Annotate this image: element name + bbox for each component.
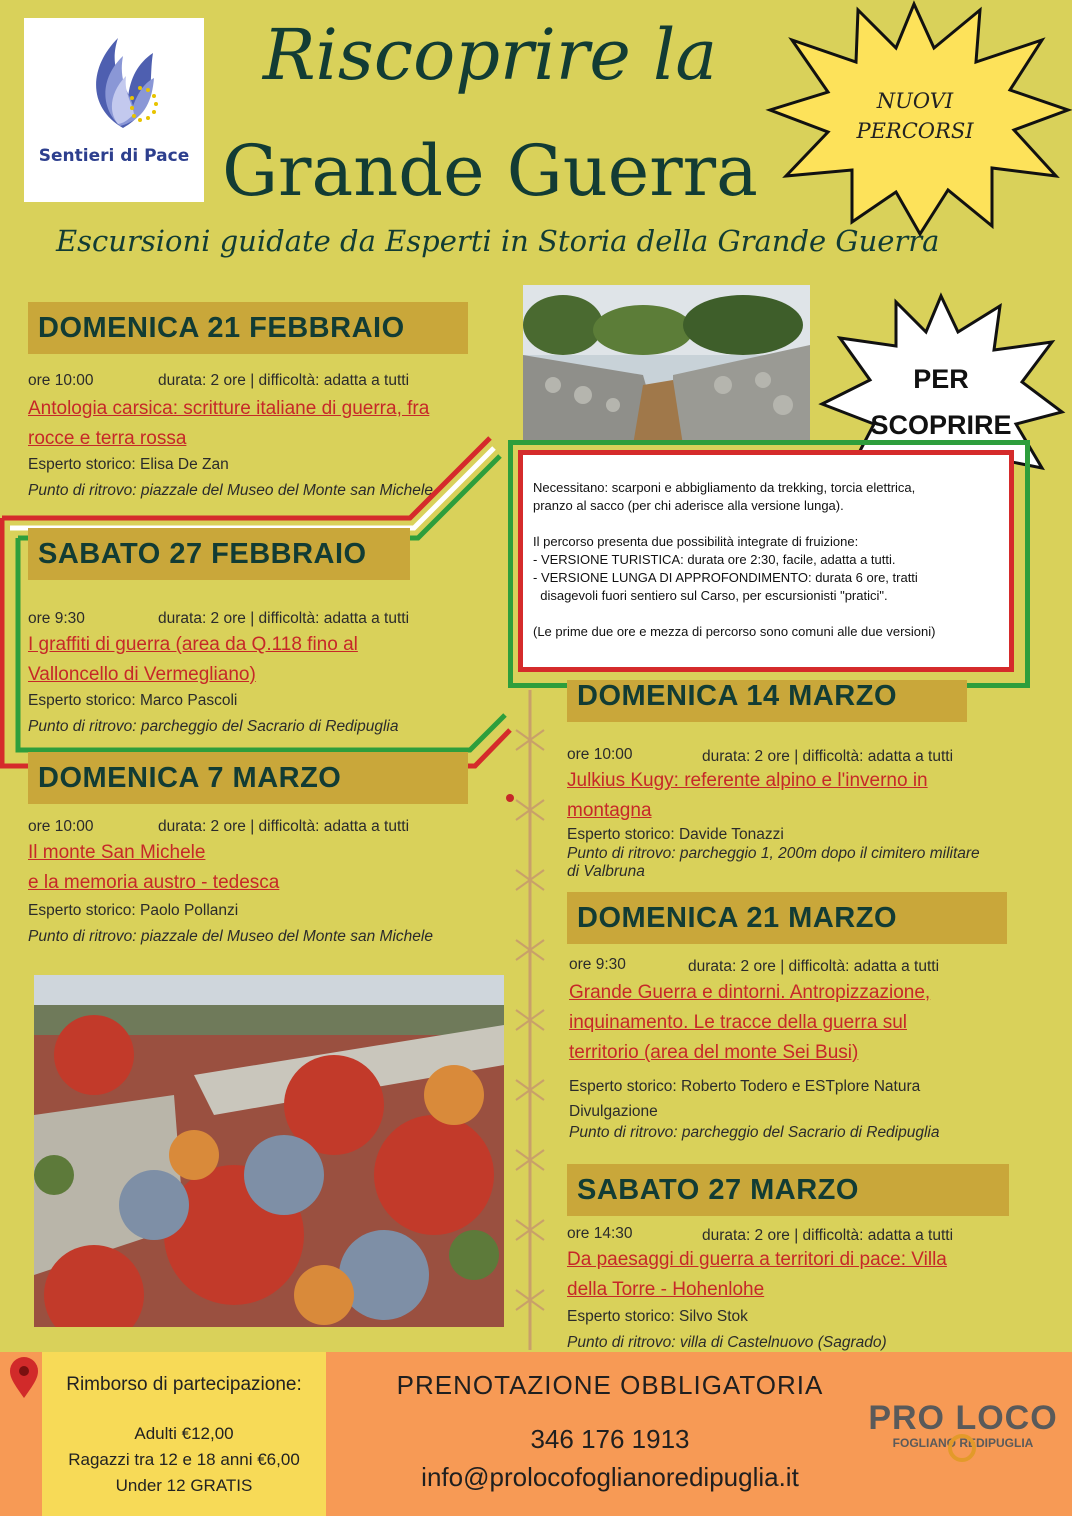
event-3-expert: Esperto storico: Paolo Pollanzi (28, 902, 239, 919)
event-6-date: SABATO 27 MARZO (567, 1164, 1009, 1216)
event-3-time: ore 10:00 (28, 818, 94, 835)
event-4-details: durata: 2 ore | difficoltà: adatta a tutti (702, 748, 954, 765)
event-4-expert: Esperto storico: Davide Tonazzi (567, 826, 784, 843)
event-3-meeting: Punto di ritrovo: piazzale del Museo del Monte san Michele (28, 928, 433, 945)
booking-email[interactable]: info@prolocofoglianoredipuglia.it (421, 1462, 799, 1492)
event-2-time: ore 9:30 (28, 610, 85, 627)
event-5-time: ore 9:30 (569, 956, 626, 973)
event-6-meeting: Punto di ritrovo: villa di Castelnuovo (Sagrado) (567, 1334, 887, 1351)
proloco-logo (868, 1400, 1058, 1450)
page-title-line1: Riscoprire la (262, 14, 718, 96)
autumn-karst-photo (34, 975, 504, 1327)
event-4-time: ore 10:00 (567, 746, 633, 763)
event-2-title[interactable]: I graffiti di guerra (area da Q.118 fino al Valloncello di Vermegliano) (28, 634, 358, 685)
proloco-globe-icon (942, 1418, 982, 1470)
page-subtitle: Escursioni guidate da Esperti in Storia della Grande Guerra (56, 224, 940, 258)
equipment-note: Necessitano: scarponi e abbigliamento da trekking, torcia elettrica, pranzo al sacco (per chi aderisce alla versione lunga). Il percorso presenta due possibilità integrate di fruizione: - VERSIONE TURISTICA: durata ore 2:30, facile, adatta a tutti. - VERSIONE LUNGA DI APPROFONDIMENTO: durata 6 ore, tratti disagevoli fuori sentiero sul Carso, per escursionisti "pratici". (Le prime due ore e mezza di percorso sono comuni alle due versioni) (518, 450, 1014, 672)
event-5-expert: Esperto storico: Roberto Todero e ESTplore Natura Divulgazione (569, 1078, 921, 1120)
event-4-meeting: Punto di ritrovo: parcheggio 1, 200m dopo il cimitero militare di Valbruna (567, 845, 980, 880)
price-under12: Under 12 GRATIS (115, 1476, 253, 1495)
event-5-details: durata: 2 ore | difficoltà: adatta a tutti (688, 958, 940, 975)
event-2-meeting: Punto di ritrovo: parcheggio del Sacrario di Redipuglia (28, 718, 399, 735)
new-routes-line2: PERCORSI (856, 119, 974, 143)
event-2-details: durata: 2 ore | difficoltà: adatta a tutti (158, 610, 410, 627)
event-1-date: DOMENICA 21 FEBBRAIO (28, 302, 468, 354)
event-5-date: DOMENICA 21 MARZO (567, 892, 1007, 944)
event-2-expert: Esperto storico: Marco Pascoli (28, 692, 238, 709)
new-routes-line1: NUOVI (876, 89, 954, 113)
logo-text: Sentieri di Pace (38, 146, 190, 166)
price-kids: Ragazzi tra 12 e 18 anni €6,00 (68, 1450, 300, 1469)
proloco-logo-line2: FOGLIANO REDIPUGLIA (892, 1436, 1034, 1450)
event-4-date: DOMENICA 14 MARZO (567, 680, 967, 722)
event-3-details: durata: 2 ore | difficoltà: adatta a tutti (158, 818, 410, 835)
sentieri-di-pace-logo (24, 18, 204, 202)
page-title-line2: Grande Guerra (222, 130, 758, 212)
event-1-title[interactable]: Antologia carsica: scritture italiane di guerra, fra rocce e terra rossa (28, 398, 430, 449)
event-6-details: durata: 2 ore | difficoltà: adatta a tutti (702, 1227, 954, 1244)
event-5-meeting: Punto di ritrovo: parcheggio del Sacrario di Redipuglia (569, 1124, 940, 1141)
event-1-details: durata: 2 ore | difficoltà: adatta a tutti (158, 372, 410, 389)
event-6-time: ore 14:30 (567, 1225, 633, 1242)
reimbursement-title: Rimborso di partecipazione: (66, 1374, 302, 1395)
event-6-title[interactable]: Da paesaggi di guerra a territori di pace: Villa della Torre - Hohenlohe (567, 1249, 947, 1300)
barbed-wire-divider (500, 690, 560, 1350)
event-1-meeting: Punto di ritrovo: piazzale del Museo del Monte san Michele (28, 482, 433, 499)
booking-required: PRENOTAZIONE OBBLIGATORIA (396, 1370, 824, 1400)
proloco-logo-line1: PRO LOCO (868, 1399, 1058, 1437)
booking-phone[interactable]: 346 176 1913 (530, 1424, 690, 1454)
event-1-time: ore 10:00 (28, 372, 94, 389)
reimbursement-box (42, 1352, 326, 1516)
map-pin-icon (6, 1356, 42, 1400)
event-1-expert: Esperto storico: Elisa De Zan (28, 456, 229, 473)
event-5-title[interactable]: Grande Guerra e dintorni. Antropizzazione, inquinamento. Le tracce della guerra sul territorio (area del monte Sei Busi) (569, 982, 931, 1063)
event-6-expert: Esperto storico: Silvo Stok (567, 1308, 748, 1325)
event-4-title[interactable]: Julkius Kugy: referente alpino e l'inverno in montagna (567, 770, 928, 821)
event-2-date: SABATO 27 FEBBRAIO (28, 528, 410, 580)
trench-photo (523, 285, 810, 445)
carso-line1: PER SCOPRIRE (870, 364, 1012, 440)
price-adults: Adulti €12,00 (134, 1424, 234, 1443)
event-3-title[interactable]: Il monte San Michele e la memoria austro - tedesca (28, 842, 280, 893)
flame-icon (68, 28, 168, 138)
event-3-date: DOMENICA 7 MARZO (28, 752, 468, 804)
